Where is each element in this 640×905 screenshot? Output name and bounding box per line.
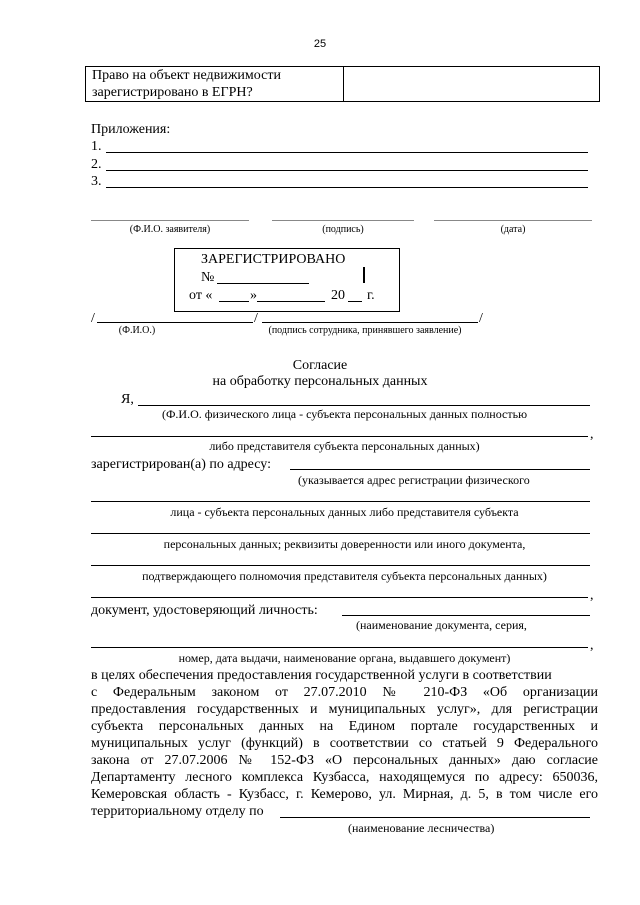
body-line-4: субъекта персональных данных на Едином портале государственных и [91, 719, 598, 734]
stamp-date-prefix: от « [189, 288, 213, 303]
caption-document-2: номер, дата выдачи, наименование органа, выдавшего документ) [178, 651, 511, 665]
body-line-3: предоставления государственных и муниципальных услуг», для регистрации [91, 702, 598, 717]
address-line-1[interactable] [290, 469, 590, 470]
attachment-line-2[interactable] [106, 170, 588, 171]
stamp-year-line[interactable] [348, 301, 362, 302]
applicant-fio-line[interactable] [91, 220, 249, 221]
body-last-line: территориальному отделу по [91, 804, 264, 819]
address-line-3[interactable] [91, 533, 590, 534]
address-line-5[interactable] [91, 597, 588, 598]
attachment-number-3: 3. [91, 174, 102, 189]
registration-stamp [174, 248, 400, 312]
attachment-line-3[interactable] [106, 187, 588, 188]
stamp-day-line[interactable] [219, 301, 249, 302]
body-line-8: Кемеровская область - Кузбасс, г. Кемерово, ул. Мирная, д. 5, в том числе его [91, 787, 598, 802]
document-line-2[interactable] [91, 647, 588, 648]
attachment-line-1[interactable] [106, 152, 588, 153]
attachments-heading: Приложения: [91, 122, 171, 137]
employee-slash-1: / [91, 311, 95, 326]
body-line-5: муниципальных услуг (функций) в соответствии со статьей 9 Федерального [91, 736, 598, 751]
address-line-4[interactable] [91, 565, 590, 566]
consent-subtitle: на обработку персональных данных [212, 374, 428, 389]
consent-title: Согласие [292, 358, 348, 373]
caption-address-3: персональных данных; реквизиты доверенности или иного документа, [163, 537, 526, 551]
caption-address-4: подтверждающего полномочия представителя субъекта персональных данных) [142, 569, 547, 583]
subject-fio-line-2[interactable] [91, 436, 588, 437]
body-line-6: закона от 27.07.2006 № 152-ФЗ «О персональных данных» даю согласие [91, 753, 598, 768]
comma-3: , [590, 638, 594, 653]
registered-label: зарегистрирован(а) по адресу: [91, 457, 271, 472]
applicant-date-line[interactable] [434, 220, 592, 221]
stamp-date-mid: » [250, 288, 257, 303]
comma-2: , [590, 588, 594, 603]
employee-fio-caption: (Ф.И.О.) [118, 325, 156, 336]
egrn-answer-cell[interactable] [344, 67, 600, 102]
stamp-title: ЗАРЕГИСТРИРОВАНО [201, 252, 346, 267]
comma-1: , [590, 427, 594, 442]
attachment-number-2: 2. [91, 157, 102, 172]
applicant-fio-caption: (Ф.И.О. заявителя) [129, 224, 211, 235]
caption-document-1: (наименование документа, серия, [356, 618, 527, 632]
egrn-table [85, 66, 600, 102]
document-label: документ, удостоверяющий личность: [91, 603, 318, 618]
applicant-date-caption: (дата) [500, 224, 526, 235]
employee-sign-caption: (подпись сотрудника, принявшего заявление) [268, 325, 462, 336]
body-line-2: с Федеральным законом от 27.07.2010 № 210-ФЗ «Об организации [91, 685, 598, 700]
address-line-2[interactable] [91, 501, 590, 502]
forestry-line[interactable] [280, 817, 590, 818]
stamp-number-line[interactable] [217, 283, 309, 284]
caption-address-2: лица - субъекта персональных данных либо представителя субъекта [170, 505, 519, 519]
caption-forestry: (наименование лесничества) [348, 821, 495, 835]
stamp-cursor-mark [363, 267, 365, 283]
page-number: 25 [313, 38, 327, 50]
employee-fio-line[interactable] [97, 322, 253, 323]
stamp-year-prefix: 20 [331, 288, 345, 303]
stamp-year-suffix: г. [367, 288, 375, 303]
body-line-1: в целях обеспечения предоставления государственной услуги в соответствии [91, 668, 552, 683]
consent-i: Я, [121, 392, 134, 407]
applicant-sign-caption: (подпись) [322, 224, 364, 235]
employee-slash-3: / [479, 311, 483, 326]
caption-address-1: (указывается адрес регистрации физического [298, 473, 530, 487]
caption-representative: либо представителя субъекта персональных данных) [209, 439, 480, 453]
body-line-7: Департаменту лесного комплекса Кузбасса, находящемуся по адресу: 650036, [91, 770, 598, 785]
employee-sign-line[interactable] [262, 322, 478, 323]
caption-subject-fio: (Ф.И.О. физического лица - субъекта персональных данных полностью [161, 407, 528, 421]
egrn-question-cell: Право на объект недвижимости зарегистрировано в ЕГРН? [86, 67, 344, 102]
stamp-number-prefix: № [201, 270, 215, 285]
attachment-number-1: 1. [91, 139, 102, 154]
applicant-sign-line[interactable] [272, 220, 414, 221]
stamp-month-line[interactable] [257, 301, 325, 302]
employee-slash-2: / [254, 311, 258, 326]
document-line-1[interactable] [342, 615, 590, 616]
subject-fio-line[interactable] [138, 405, 590, 406]
